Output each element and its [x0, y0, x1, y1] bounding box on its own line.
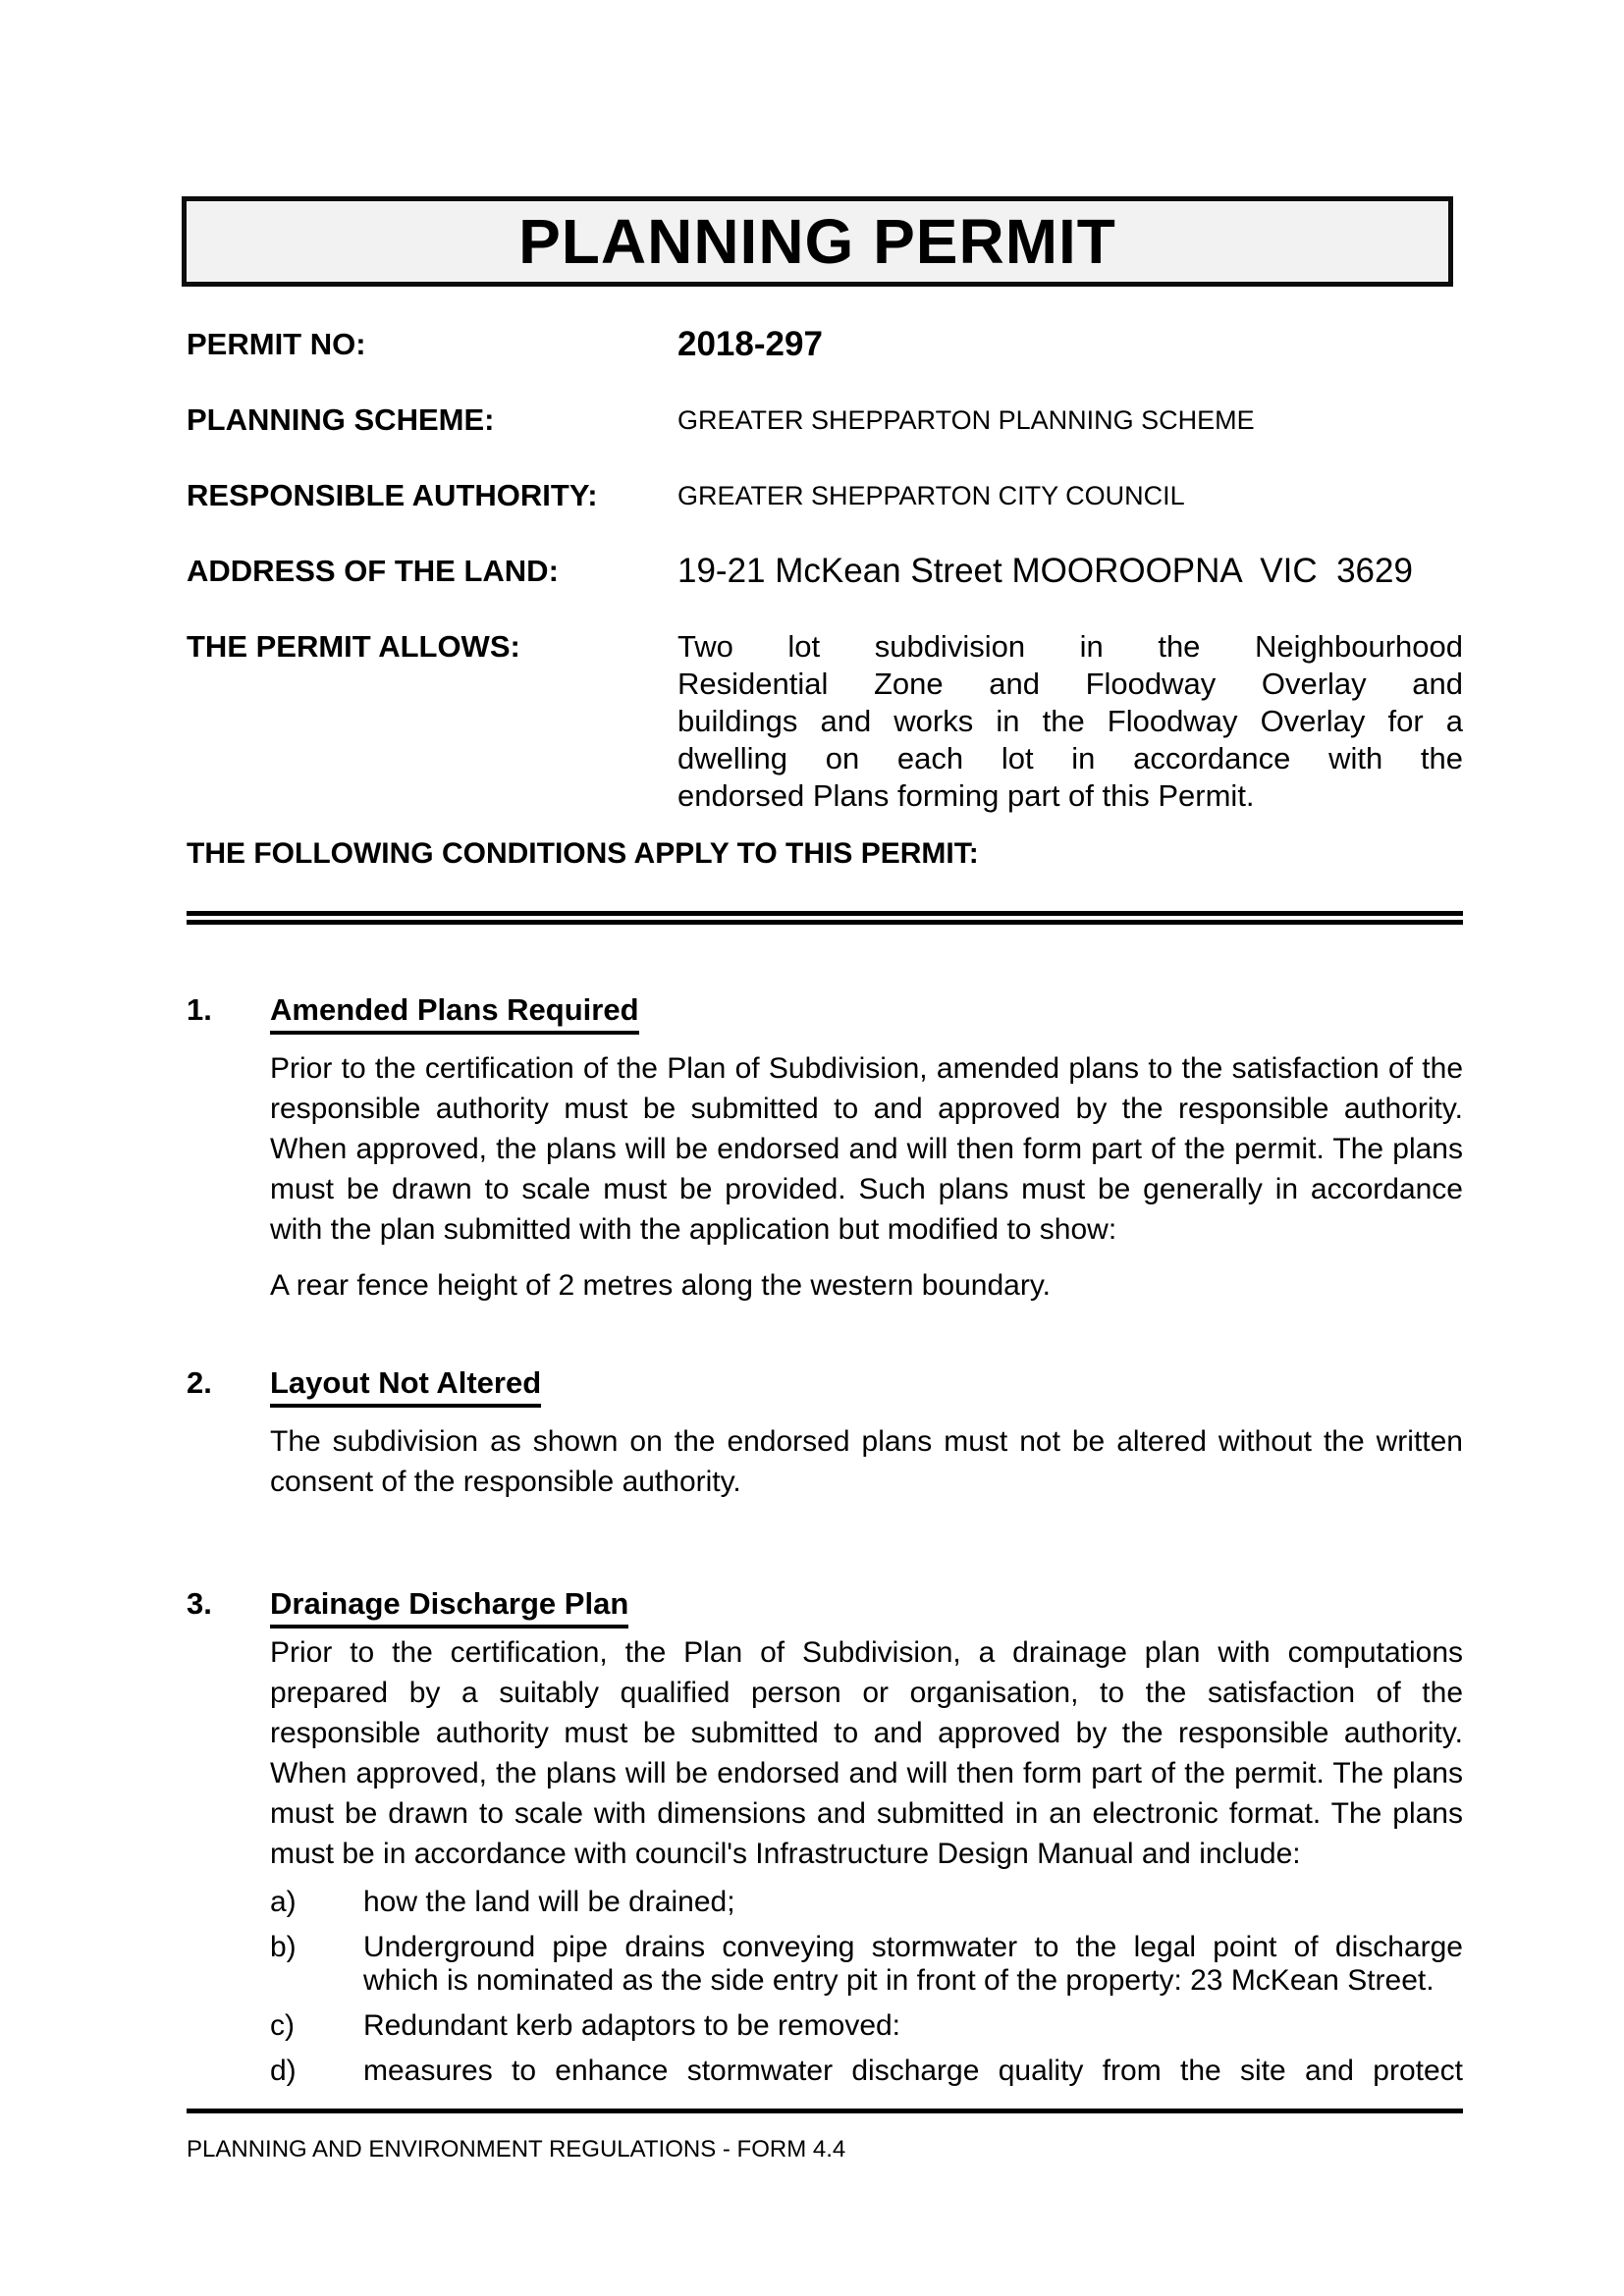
list-item-b-letter: b)	[270, 1931, 297, 1963]
condition-3-para-line: responsible authority must be submitted to and approved by the responsible authority.	[270, 1717, 1463, 1749]
permit-allows-label: THE PERMIT ALLOWS:	[187, 629, 520, 664]
condition-1-title: Amended Plans Required	[270, 991, 639, 1035]
permit-allows-line: endorsed Plans forming part of this Permit.	[677, 778, 1255, 813]
page-footer	[187, 2109, 1463, 2164]
condition-2-title: Layout Not Altered	[270, 1364, 541, 1408]
condition-3-number: 3.	[187, 1586, 212, 1621]
list-item-a-letter: a)	[270, 1886, 297, 1918]
field-row-address	[187, 553, 1463, 590]
condition-2-body	[270, 1364, 1463, 1502]
condition-3-para-line: When approved, the plans will be endorsed and will then form part of the permit. The plans	[270, 1757, 1463, 1789]
responsible-authority-label: RESPONSIBLE AUTHORITY:	[187, 478, 598, 512]
condition-3-body	[270, 1585, 1463, 2088]
condition-1-para-line: with the plan submitted with the application but modified to show:	[270, 1213, 1117, 1246]
permit-allows-line: buildings and works in the Floodway Overlay for a	[677, 704, 1463, 738]
list-item-d	[270, 2055, 1463, 2088]
condition-3-paragraph	[270, 1632, 1463, 1874]
condition-3-para-line: Prior to the certification, the Plan of Subdivision, a drainage plan with computations	[270, 1636, 1463, 1669]
list-item-b-line: which is nominated as the side entry pit in front of the property: 23 McKean Street.	[363, 1964, 1435, 1997]
field-row-planning-scheme	[187, 401, 1463, 439]
list-item-d-line: measures to enhance stormwater discharge quality from the site and protect	[363, 2055, 1463, 2087]
double-horizontal-rule	[187, 911, 1463, 925]
list-item-b	[270, 1931, 1463, 1998]
list-item-a	[270, 1886, 1463, 1919]
condition-2-para-line: The subdivision as shown on the endorsed plans must not be altered without the written	[270, 1425, 1463, 1458]
condition-1-para-line: When approved, the plans will be endorsed and will then form part of the permit. The plans	[270, 1133, 1463, 1165]
list-item-c-line: Redundant kerb adaptors to be removed:	[363, 2009, 901, 2042]
list-item-c	[270, 2009, 1463, 2043]
planning-scheme-value: GREATER SHEPPARTON PLANNING SCHEME	[677, 405, 1255, 435]
address-label: ADDRESS OF THE LAND:	[187, 554, 559, 588]
permit-allows-line: dwelling on each lot in accordance with the	[677, 741, 1463, 775]
document-title: PLANNING PERMIT	[518, 206, 1116, 277]
condition-3-para-line: must be in accordance with council's Infrastructure Design Manual and include:	[270, 1838, 1301, 1870]
permit-no-value: 2018-297	[677, 325, 823, 363]
condition-2	[187, 1364, 1463, 1502]
list-item-b-line: Underground pipe drains conveying stormwater to the legal point of discharge	[363, 1931, 1463, 1963]
condition-3-list	[270, 1886, 1463, 2088]
permit-header-fields	[187, 326, 1463, 815]
condition-1	[187, 991, 1463, 1306]
condition-1-para2-line: A rear fence height of 2 metres along the western boundary.	[270, 1269, 1051, 1302]
list-item-a-line: how the land will be drained;	[363, 1886, 735, 1918]
condition-1-paragraph-2	[270, 1265, 1463, 1306]
condition-1-para-line: must be drawn to scale must be provided. Such plans must be generally in accordance	[270, 1173, 1463, 1205]
condition-1-para-line: responsible authority must be submitted to and approved by the responsible authority.	[270, 1093, 1463, 1125]
permit-allows-line: Two lot subdivision in the Neighbourhood	[677, 629, 1463, 664]
field-row-permit-allows	[187, 628, 1463, 815]
conditions-heading: THE FOLLOWING CONDITIONS APPLY TO THIS PERMIT:	[187, 837, 979, 870]
permit-allows-value	[677, 628, 1463, 815]
condition-2-number: 2.	[187, 1365, 212, 1400]
condition-1-number: 1.	[187, 992, 212, 1027]
condition-1-para-line: Prior to the certification of the Plan of Subdivision, amended plans to the satisfaction of the	[270, 1052, 1463, 1085]
list-item-c-text	[363, 2009, 1463, 2043]
list-item-b-text	[363, 1931, 1463, 1998]
field-row-responsible-authority	[187, 477, 1463, 514]
condition-3-para-line: prepared by a suitably qualified person or organisation, to the satisfaction of the	[270, 1677, 1463, 1709]
address-value: 19-21 McKean Street MOOROOPNA VIC 3629	[677, 552, 1413, 590]
permit-no-label: PERMIT NO:	[187, 327, 366, 361]
condition-3-title: Drainage Discharge Plan	[270, 1585, 628, 1629]
list-item-d-letter: d)	[270, 2055, 297, 2087]
footer-text: PLANNING AND ENVIRONMENT REGULATIONS - FORM 4.4	[187, 2136, 846, 2163]
condition-1-paragraph	[270, 1048, 1463, 1250]
list-item-a-text	[363, 1886, 1463, 1919]
planning-scheme-label: PLANNING SCHEME:	[187, 402, 495, 437]
condition-3	[187, 1585, 1463, 2088]
document-title-box	[182, 196, 1453, 287]
conditions-section	[187, 991, 1463, 2088]
condition-3-para-line: must be drawn to scale with dimensions and submitted in an electronic format. The plans	[270, 1797, 1463, 1830]
list-item-c-letter: c)	[270, 2009, 295, 2042]
responsible-authority-value: GREATER SHEPPARTON CITY COUNCIL	[677, 481, 1185, 510]
field-row-permit-no	[187, 326, 1463, 363]
condition-2-paragraph	[270, 1421, 1463, 1502]
permit-allows-line: Residential Zone and Floodway Overlay and	[677, 667, 1463, 701]
list-item-d-text	[363, 2055, 1463, 2088]
condition-2-para-line: consent of the responsible authority.	[270, 1466, 741, 1498]
condition-1-body	[270, 991, 1463, 1306]
